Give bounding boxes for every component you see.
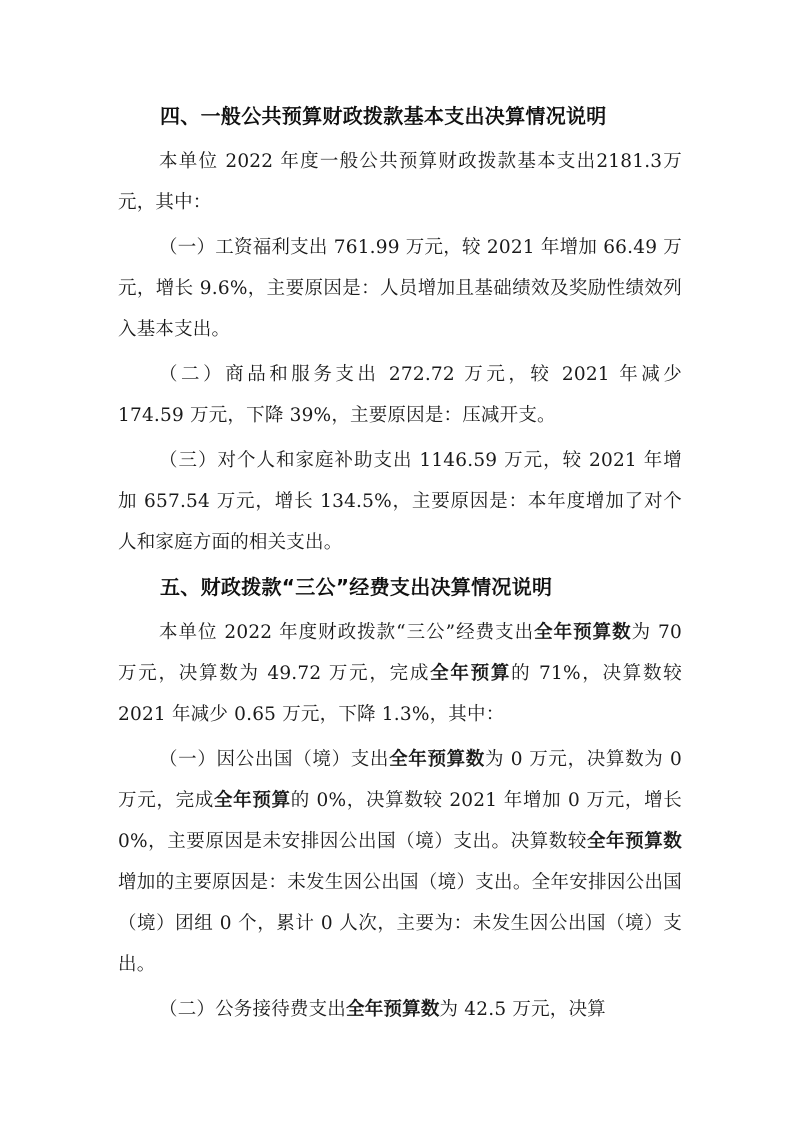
bold-run: 全年预算: [213, 790, 291, 811]
bold-run: 全年预算: [430, 663, 512, 684]
paragraph-basic-expenditure-intro: 本单位 2022 年度一般公共预算财政拨款基本支出2181.3万元，其中：: [118, 151, 682, 213]
paragraph-goods-services: （二）商品和服务支出 272.72 万元，较 2021 年减少 174.59 万元，下降 39%，主要原因是：压减开支。: [118, 364, 682, 426]
text-run: 为 42.5 万元，决算: [439, 999, 606, 1020]
paragraph-salary-welfare: （一）工资福利支出 761.99 万元，较 2021 年增加 66.49 万元，增长 9.6%，主要原因是：人员增加且基础绩效及奖励性绩效列入基本支出。: [118, 237, 682, 340]
bold-run: 全年预算数: [346, 999, 440, 1020]
bold-run: 全年预算数: [389, 749, 485, 770]
section-heading-5: 五、财政拨款“三公”经费支出决算情况说明: [160, 575, 553, 599]
paragraph-official-reception: [118, 989, 682, 1030]
text-run: 为 0 万元，决算数为 0 万元，完成: [118, 749, 682, 811]
paragraph-personal-household-subsidy: （三）对个人和家庭补助支出 1146.59 万元，较 2021 年增加 657.54 万元，增长 134.5%，主要原因是：本年度增加了对个人和家庭方面的相关支出。: [118, 450, 682, 553]
text-run: 的 0%，决算数较 2021 年增加 0 万元，增长 0%，主要原因是未安排因公出国（境）支出。决算数较: [118, 790, 682, 852]
text-run: 为 70 万元，决算数为 49.72 万元，完成: [118, 622, 683, 684]
bold-run: 全年预算数: [586, 831, 682, 852]
document-body: [118, 96, 682, 1034]
bold-run: 全年预算数: [534, 622, 632, 643]
text-run: 的 71%，决算数较 2021 年减少 0.65 万元，下降 1.3%，其中：: [118, 663, 682, 725]
text-run: （一）因公出国（境）支出: [159, 749, 390, 770]
text-run: 增加的主要原因是：未发生因公出国（境）支出。全年安排因公出国（境）团组 0 个，累计 0 人次，主要为：未发生因公出国（境）支出。: [118, 872, 682, 975]
section-heading-4: 四、一般公共预算财政拨款基本支出决算情况说明: [160, 104, 607, 128]
paragraph-overseas-travel: [118, 739, 682, 985]
text-run: 本单位 2022 年度财政拨款“三公”经费支出: [159, 622, 535, 643]
text-run: （二）公务接待费支出: [159, 999, 347, 1020]
paragraph-three-public-intro: [118, 612, 682, 735]
